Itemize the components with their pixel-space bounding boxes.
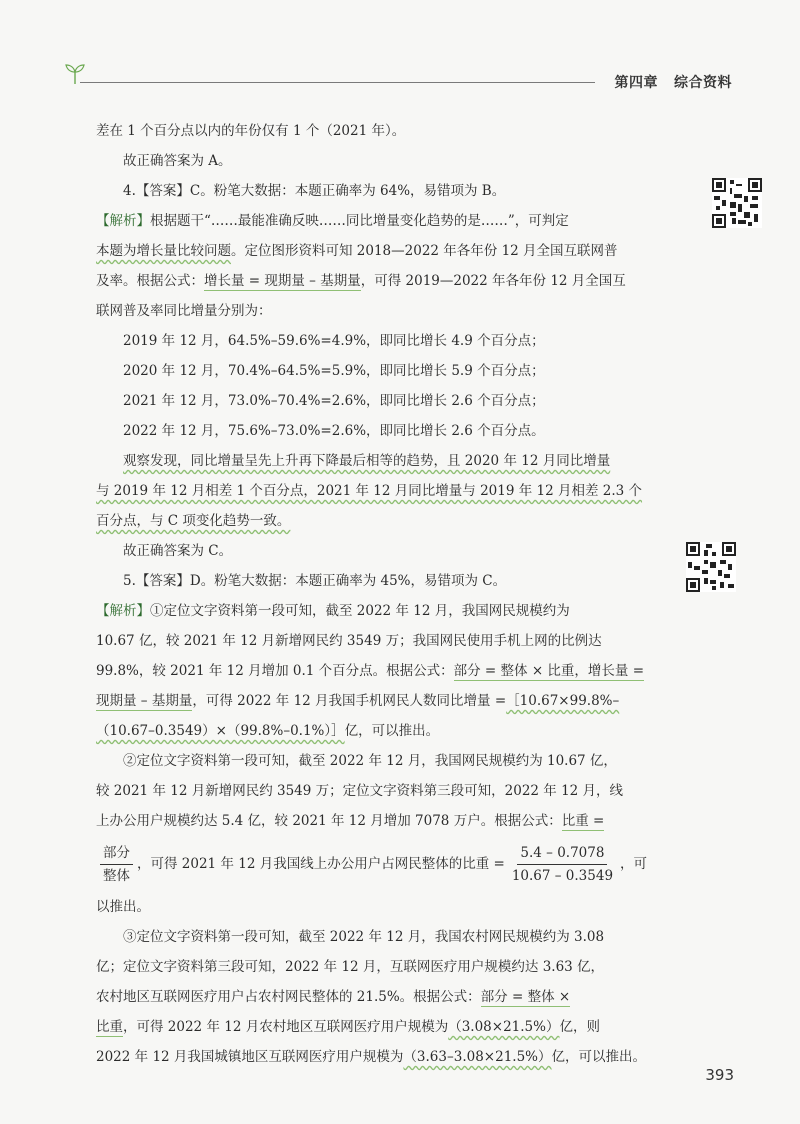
- text-line: 差在 1 个百分点以内的年份仅有 1 个（2021 年）。: [96, 123, 406, 139]
- calc-line: 2020 年 12 月，70.4%–64.5%=5.9%，即同比增长 5.9 个百分点；: [123, 363, 545, 379]
- formula-highlight: 增长量 = 现期量 – 基期量: [204, 273, 361, 289]
- text-line: 。定位图形资料可知 2018—2022 年各年份 12 月全国互联网普: [231, 243, 618, 259]
- text-line: 联网普及率同比增量分别为：: [96, 303, 272, 319]
- text-line: 上办公用户规模约达 5.4 亿，较 2021 年 12 月增加 7078 万户。根据公式：: [96, 813, 562, 829]
- calc-line: 2022 年 12 月，75.6%–73.0%=2.6%，即同比增长 2.6 个百分点。: [123, 423, 545, 439]
- text-line: [96, 506, 656, 536]
- text-line: [96, 236, 656, 266]
- highlight-text: 观察发现，同比增量呈先上升再下降最后相等的趋势，且 2020 年 12 月同比增量: [123, 453, 611, 469]
- fraction-line: [96, 836, 656, 892]
- text-line: 较 2021 年 12 月新增网民约 3549 万；定位文字资料第三段可知，2022 年 12 月，线: [96, 783, 624, 799]
- text-line: ，可得 2021 年 12 月我国线上办公用户占网民整体的比重 =: [137, 856, 505, 872]
- text-line: [96, 266, 656, 296]
- answer-tag: 4.【答案】: [123, 183, 190, 199]
- text-line: 以推出。: [96, 899, 150, 915]
- highlight-text: 与 2019 年 12 月相差 1 个百分点，2021 年 12 月同比增量与 2019 年 12 月相差 2.3 个: [96, 483, 643, 499]
- fraction-numerator: 5.4 – 0.7078: [517, 842, 607, 865]
- page-number: 393: [705, 1066, 734, 1084]
- formula-highlight: 部分 = 整体 ×: [480, 989, 571, 1005]
- fraction-denominator: 10.67 – 0.3549: [511, 867, 614, 884]
- formula-highlight: 比重: [96, 1019, 123, 1035]
- text-line: 亿，则: [559, 1019, 600, 1035]
- text-line: [96, 982, 656, 1012]
- text-line: 亿；定位文字资料第三段可知，2022 年 12 月，互联网医疗用户规模约达 3.63 亿，: [96, 959, 605, 975]
- answer-text: D。粉笔大数据：本题正确率为 45%，易错项为 C。: [189, 573, 507, 589]
- text-line: [96, 476, 656, 506]
- text-line: 亿，可以推出。: [551, 1049, 646, 1065]
- text-line: ，可得 2019—2022 年各年份 12 月全国互: [360, 273, 626, 289]
- qr-code-icon[interactable]: [712, 178, 762, 228]
- text-line: [96, 686, 656, 716]
- text-line: ③定位文字资料第一段可知，截至 2022 年 12 月，我国农村网民规模约为 3.08: [123, 929, 605, 945]
- highlight-text: 本题为增长量比较问题: [96, 243, 231, 259]
- text-line: 99.8%，较 2021 年 12 月增加 0.1 个百分点。根据公式：: [96, 663, 454, 679]
- highlight-text: （3.63–3.08×21.5%）: [403, 1049, 552, 1065]
- analysis-line: [96, 596, 656, 626]
- text-line: 农村地区互联网医疗用户占农村网民整体的 21.5%。根据公式：: [96, 989, 481, 1005]
- text-line: 根据题干“……最能准确反映……同比增量变化趋势的是……”，可判定: [150, 213, 569, 229]
- page-body: [96, 116, 656, 1072]
- fraction-denominator: 整体: [103, 867, 130, 884]
- highlight-text: ［10.67×99.8%–: [506, 693, 620, 709]
- highlight-text: （10.67–0.3549）×（99.8%–0.1%）］: [96, 723, 345, 739]
- analysis-tag: 【解析】: [96, 213, 150, 229]
- highlight-text: 百分点，与 C 项变化趋势一致。: [96, 513, 291, 529]
- text-line: [96, 806, 656, 836]
- text-line: 2022 年 12 月我国城镇地区互联网医疗用户规模为: [96, 1049, 404, 1065]
- answer-line: 故正确答案为 A。: [123, 153, 232, 169]
- text-line: 亿，可以推出。: [344, 723, 440, 739]
- text-line: ，可得 2022 年 12 月我国手机网民人数同比增量 =: [192, 693, 507, 709]
- calc-line: 2019 年 12 月，64.5%–59.6%=4.9%，即同比增长 4.9 个百分点；: [123, 333, 545, 349]
- analysis-line: [96, 206, 656, 236]
- qr-code-icon[interactable]: [686, 542, 736, 592]
- formula-highlight: 比重 =: [561, 813, 605, 829]
- fraction: [100, 842, 133, 887]
- fraction-numerator: 部分: [100, 842, 133, 865]
- text-line: ，可: [620, 856, 648, 872]
- text-line: [96, 1012, 656, 1042]
- text-line: 及率。根据公式：: [96, 273, 204, 289]
- answer-tag: 5.【答案】: [123, 573, 190, 589]
- text-line: ①定位文字资料第一段可知，截至 2022 年 12 月，我国网民规模约为: [150, 603, 570, 619]
- chapter-label: 第四章: [614, 75, 658, 91]
- text-line: [96, 716, 656, 746]
- text-line: 10.67 亿，较 2021 年 12 月新增网民约 3549 万；我国网民使用手机上网的比例达: [96, 633, 602, 649]
- formula-highlight: 现期量 – 基期量: [96, 693, 193, 709]
- formula-highlight: 部分 = 整体 × 比重，增长量 =: [453, 663, 645, 679]
- text-line: [96, 446, 656, 476]
- text-line: ，可得 2022 年 12 月农村地区互联网医疗用户规模为: [123, 1019, 449, 1035]
- text-line: [96, 1042, 656, 1072]
- analysis-tag: 【解析】: [96, 603, 150, 619]
- header-rule: [80, 82, 595, 83]
- answer-line: 故正确答案为 C。: [123, 543, 233, 559]
- calc-line: 2021 年 12 月，73.0%–70.4%=2.6%，即同比增长 2.6 个百分点；: [123, 393, 545, 409]
- section-label: 综合资料: [674, 75, 732, 91]
- question-answer-line: [96, 566, 656, 596]
- text-line: [96, 656, 656, 686]
- question-answer-line: [96, 176, 656, 206]
- highlight-text: （3.08×21.5%）: [448, 1019, 560, 1035]
- fraction: [509, 842, 616, 887]
- chapter-header: [615, 72, 733, 92]
- answer-text: C。粉笔大数据：本题正确率为 64%，易错项为 B。: [189, 183, 506, 199]
- text-line: ②定位文字资料第一段可知，截至 2022 年 12 月，我国网民规模约为 10.67 亿，: [123, 753, 617, 769]
